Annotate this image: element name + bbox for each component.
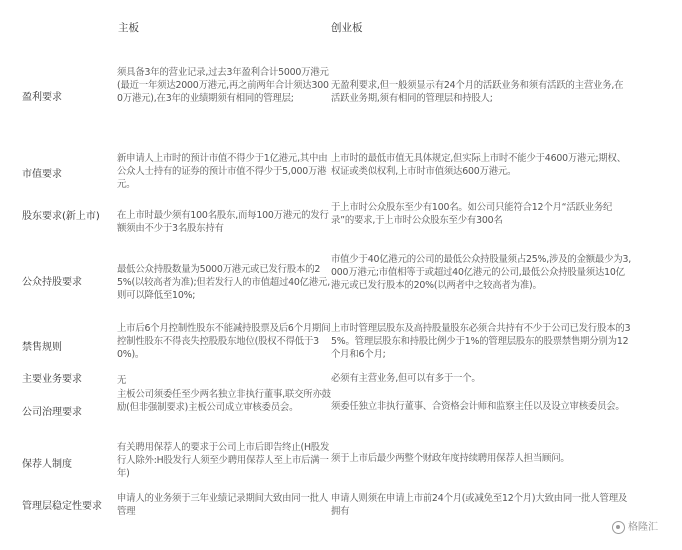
row-label: 管理层稳定性要求 (22, 501, 102, 512)
brand-logo-icon (612, 521, 625, 534)
row-label: 保荐人制度 (22, 459, 72, 470)
header-gem: 创业板 (331, 22, 363, 34)
main-board-cell: 新申请人上市时的预计市值不得少于1亿港元,其中由公众人士持有的证券的预计市值不得少于5,000万港元。 (117, 153, 328, 190)
watermark (612, 521, 658, 534)
header-main-board: 主板 (118, 22, 139, 34)
gem-cell: 无盈利要求,但一般须显示有24个月的活跃业务和须有活跃的主营业务,在活跃业务期,须有相同的管理层和持股人; (331, 80, 624, 104)
gem-cell: 须于上市后最少两整个财政年度持续聘用保荐人担当顾问。 (331, 453, 570, 464)
main-board-cell: 无 (117, 375, 127, 386)
main-board-cell: 最低公众持股数量为5000万港元或已发行股本的25%(以较高者为准);但若发行人的市值超过40亿港元,则可以降低至10%; (117, 264, 330, 301)
gem-cell: 市值少于40亿港元的公司的最低公众持股量须占25%,涉及的金额最少为3,000万港元;市值相等于或超过40亿港元的公司,最低公众持股量须达10亿港元或已发行股本的20%(以两者中之较高者为准)。 (331, 254, 631, 291)
gem-cell: 上市时管理层股东及高持股量股东必须合共持有不少于公司已发行股本的35%。管理层股东和持股比例少于1%的管理层股东的股票禁售期分别为12个月和6个月; (331, 323, 631, 360)
gem-cell: 必须有主营业务,但可以有多于一个。 (331, 373, 481, 384)
gem-cell: 于上市时公众股东至少有100名。如公司只能符合12个月“活跃业务纪录”的要求,于上市时公众股东至少有300名 (331, 202, 613, 226)
row-label: 公司治理要求 (22, 407, 82, 418)
main-board-cell: 须具备3年的营业记录,过去3年盈利合计5000万港元(最近一年须达2000万港元,再之前两年合计须达3000万港元),在3年的业绩期须有相同的管理层; (117, 67, 329, 104)
row-label: 主要业务要求 (22, 374, 82, 385)
row-label: 股东要求(新上市) (22, 211, 100, 222)
gem-cell: 须委任独立非执行董事、合资格会计师和监察主任以及设立审核委员会。 (331, 401, 625, 412)
main-board-cell: 主板公司须委任至少两名独立非执行董事,联交所亦鼓励(但非强制要求)主板公司成立审核委员会。 (117, 389, 331, 413)
row-label: 公众持股要求 (22, 277, 82, 288)
watermark-text: 格隆汇 (628, 521, 658, 533)
gem-cell: 上市时的最低市值无具体规定,但实际上市时不能少于4600万港元;期权、权证或类似权利,上市时市值须达600万港元。 (331, 153, 626, 177)
main-board-cell: 申请人的业务须于三年业绩记录期间大致由同一批人管理 (117, 493, 329, 517)
main-board-cell: 上市后6个月控制性股东不能减持股票及后6个月期间控制性股东不得丧失控股股东地位(股权不得低于30%)。 (117, 323, 331, 360)
row-label: 盈利要求 (22, 92, 62, 103)
row-label: 市值要求 (22, 169, 62, 180)
main-board-cell: 在上市时最少须有100名股东,而每100万港元的发行额须由不少于3名股东持有 (117, 210, 329, 234)
row-label: 禁售规则 (22, 342, 62, 353)
main-board-cell: 有关聘用保荐人的要求于公司上市后即告终止(H股发行人除外:H股发行人须至少聘用保荐人至上市后满一年) (117, 442, 330, 479)
gem-cell: 申请人则须在申请上市前24个月(或减免至12个月)大致由同一批人管理及拥有 (331, 493, 628, 517)
